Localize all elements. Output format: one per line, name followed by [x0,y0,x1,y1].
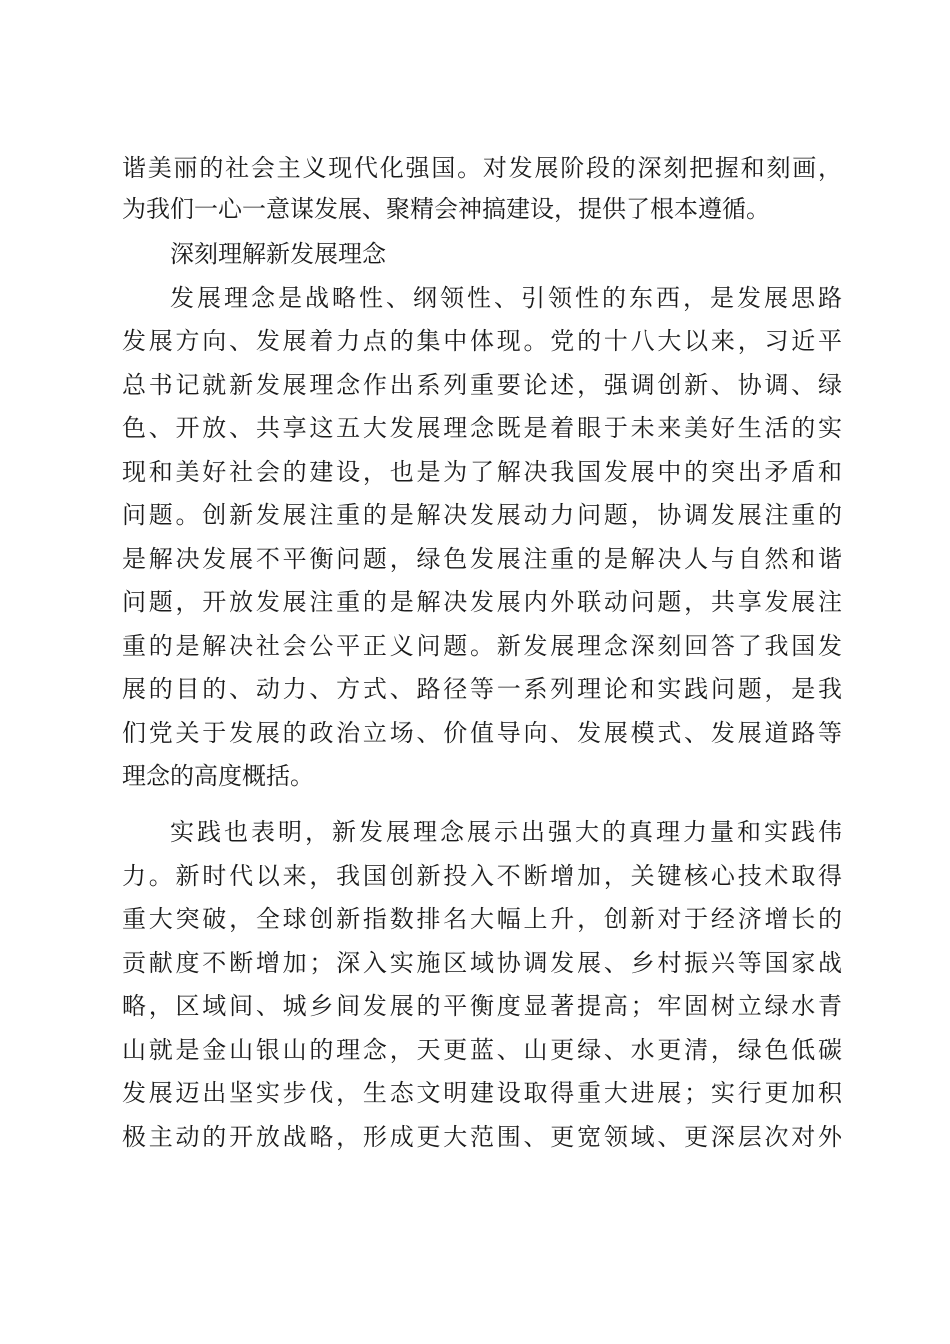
text-line-20: 略，区域间、城乡间发展的平衡度显著提高；牢固树立绿水青 [122,992,842,1020]
text-line-7: 色、开放、共享这五大发展理念既是着眼于未来美好生活的实 [122,414,842,442]
text-line-13: 展的目的、动力、方式、路径等一系列理论和实践问题，是我 [122,675,842,703]
section-heading: 深刻理解新发展理念 [170,240,386,268]
text-line-23: 极主动的开放战略，形成更大范围、更宽领域、更深层次对外 [122,1123,842,1151]
text-line-18: 重大突破，全球创新指数排名大幅上升，创新对于经济增长的 [122,905,842,933]
text-line-21: 山就是金山银山的理念，天更蓝、山更绿、水更清，绿色低碳 [122,1036,842,1064]
text-line-2: 为我们一心一意谋发展、聚精会神搞建设，提供了根本遵循。 [122,195,770,223]
text-line-10: 是解决发展不平衡问题，绿色发展注重的是解决人与自然和谐 [122,545,842,573]
text-line-17: 力。新时代以来，我国创新投入不断增加，关键核心技术取得 [122,862,842,890]
text-line-8: 现和美好社会的建设，也是为了解决我国发展中的突出矛盾和 [122,458,842,486]
text-line-12: 重的是解决社会公平正义问题。新发展理念深刻回答了我国发 [122,632,842,660]
text-line-5: 发展方向、发展着力点的集中体现。党的十八大以来，习近平 [122,327,842,355]
text-line-15: 理念的高度概括。 [122,762,314,790]
text-line-14: 们党关于发展的政治立场、价值导向、发展模式、发展道路等 [122,719,842,747]
text-line-6: 总书记就新发展理念作出系列重要论述，强调创新、协调、绿 [122,371,842,399]
text-line-11: 问题，开放发展注重的是解决发展内外联动问题，共享发展注 [122,588,842,616]
text-line-1: 谐美丽的社会主义现代化强国。对发展阶段的深刻把握和刻画， [122,154,842,182]
text-line-4: 发展理念是战略性、纲领性、引领性的东西，是发展思路 [170,284,842,312]
text-line-22: 发展迈出坚实步伐，生态文明建设取得重大进展；实行更加积 [122,1079,842,1107]
text-line-19: 贡献度不断增加；深入实施区域协调发展、乡村振兴等国家战 [122,949,842,977]
text-line-16: 实践也表明，新发展理念展示出强大的真理力量和实践伟 [170,818,842,846]
text-line-9: 问题。创新发展注重的是解决发展动力问题，协调发展注重的 [122,501,842,529]
